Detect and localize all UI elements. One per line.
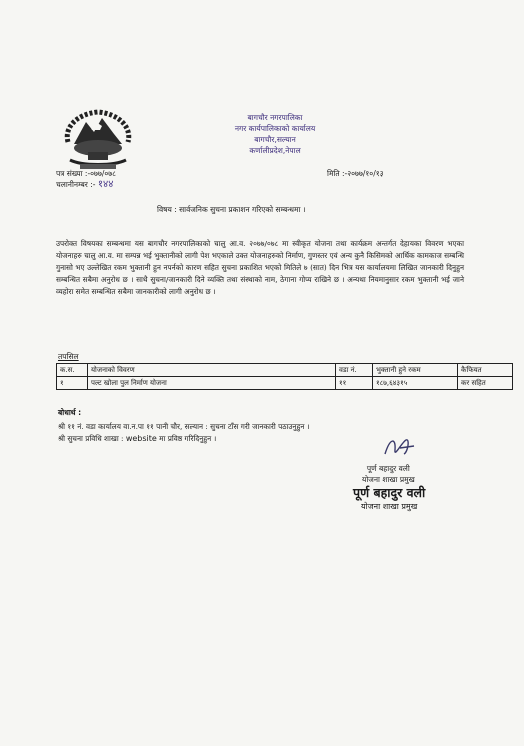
office-name: नगर कार्यपालिकाको कार्यालय [234,124,316,133]
patra-value: -०७७/०७८ [87,169,117,178]
signature-block-small [362,463,415,485]
office-location: बागचौर,सल्यान [254,135,296,144]
table-cell: कर सहित [458,377,513,390]
signatory-title-large: योजना शाखा प्रमुख [361,502,418,511]
signatory-name-small: पूर्ण बहादुर वली [366,464,410,473]
bodartha-line-2-prefix: श्री सुचना प्रविधि शाखा : [58,434,124,443]
letter-subject: विषय : सार्वजनिक सुचना प्रकाशन गरिएको सम्बन्धमा । [157,205,306,214]
chalani-label: चलानीनम्बर :- [56,180,96,189]
table-header-cell: कैफियत [458,364,513,377]
signature-icon [382,434,418,460]
table-row [57,377,513,390]
office-header [200,112,350,156]
table-header-cell: भुक्तानी हुने रकम [373,364,458,377]
table-header-row [57,364,513,377]
bodartha-heading: बोधार्थ : [58,408,82,417]
table-cell: १८७,६४३१५ [373,377,458,390]
office-province: कर्णालीप्रदेश,नेपाल [249,146,301,155]
bodartha-line-1: श्री ११ नं. वडा कार्यालय वा.न.पा ११ पानी चौर, सल्यान : सुचना टाँस गरी जानकारी पठाउनुहुन । [58,422,310,431]
signature-block-stamp [353,484,425,513]
table-header-cell: क.स. [57,364,88,377]
reference-block [56,168,116,190]
nepal-emblem-icon [62,108,134,172]
patra-label: पत्र संख्या : [56,169,88,178]
bodartha-line-2-suffix: मा प्रविष्ठ गरिदिनुहुन । [159,434,217,443]
chalani-value: १४४ [97,179,114,190]
table-cell: ११ [336,377,373,390]
project-table [56,363,513,390]
letter-body: उपरोक्त विषयका सम्बन्धमा यस बागचौर नगरपालिकाको चालु आ.व. २०७७/०७८ मा स्वीकृत योजना तथा कार्यक्रम अन्तर्गत देहायका विवरण भएका योजनाहरु चालु आ.व. मा सम्पन्न भई भुक्तानीको लागी पेश भएकाले उक्त योजनाहरुको निर्माण, गुणस्तर एवं अन्य कुनै किसिमको आर्थिक कामकाज सम्बन्धि गुनासो भए उल्लेखित रकम भुक्तानी हुन नपर्नको कारण सहित सुचना प्रकाशित भएको मितिले ७ (सात) दिन भित्र यस कार्यालयमा लिखित जानकारी दिनुहुन सम्बन्धित सबैमा अनुरोध छ । साथै सुचना/जानकारी दिने व्यक्ति तथा संस्थाको नाम, ठेगाना गोप्य राखिने छ । अन्यथा नियमानुसार रकम भुक्तानी भई जाने व्यहोरा समेत सम्बन्धित सबैमा जानकारीको लागी अनुरोध छ । [56,239,464,296]
tapsil-heading: तपसिल [58,352,79,361]
table-header-cell: योजनाको विवरण [88,364,336,377]
table-cell: १ [57,377,88,390]
letter-date: मिति :-२०७७/१०/१३ [327,169,384,178]
municipality-name: बागचौर नगरपालिका [247,113,303,122]
signatory-name-large: पूर्ण बहादुर वली [353,485,426,500]
bodartha-line-2 [58,434,216,444]
table-header-cell: वडा नं. [336,364,373,377]
signatory-title-small: योजना शाखा प्रमुख [362,475,415,484]
table-cell: पल्ट खोला पुल निर्माण योजना [88,377,336,390]
website-text: website [125,434,157,443]
